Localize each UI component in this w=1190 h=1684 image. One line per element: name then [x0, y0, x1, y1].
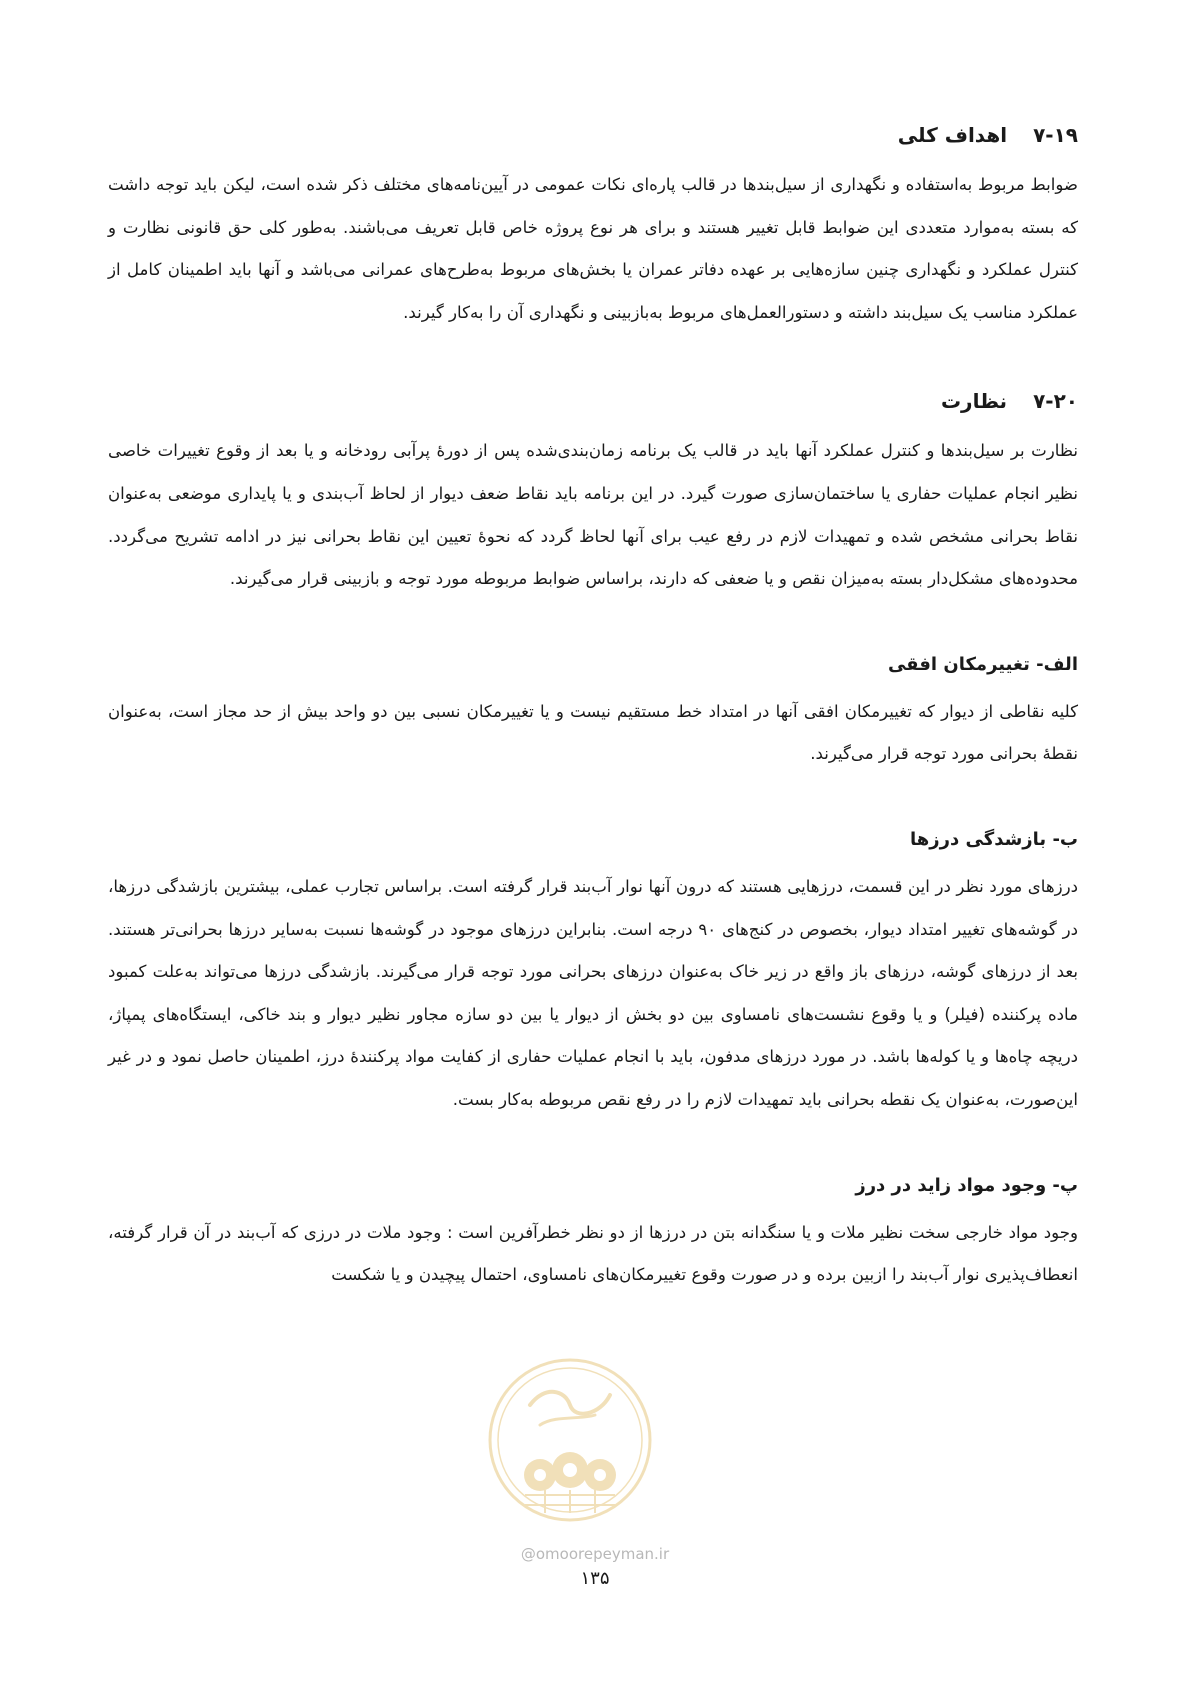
watermark-script-stroke	[540, 1415, 595, 1425]
watermark-gears	[524, 1452, 616, 1491]
subsection-paragraph: وجود مواد خارجی سخت نظیر ملات و یا سنگدانه بتن در درزها از دو نظر خطرآفرین است : وجود ملات در درزی که آب‌بند در آن قرار گرفته، انعطاف‌پذیری نوار آب‌بند را ازبین برده و در صورت وقوع تغییرمکان‌های نامساوی، احتمال پیچیدن و یا شکست	[108, 1222, 1078, 1285]
watermark-site	[0, 1545, 1190, 1563]
section-heading	[108, 378, 1078, 424]
watermark-ring	[490, 1360, 650, 1520]
subsection-paragraph: درزهای مورد نظر در این قسمت، درزهایی هستند که درون آنها نوار آب‌بند قرار گرفته است. براساس تجارب عملی، بیشترین بازشدگی درزها، در گوشه‌های تغییر امتداد دیوار، بخصوص در کنج‌های ۹۰ درجه است. بنابراین درزهای موجود در گوشه‌ها نسبت به‌سایر درزها بحرانی‌تر هستند. بعد از درزهای گوشه، درزهای باز واقع در زیر خاک به‌عنوان درزهای بحرانی مورد توجه قرار می‌گیرند. بازشدگی درزها می‌تواند به‌علت کمبود ماده پرکننده (فیلر) و یا وقوع نشست‌های نامساوی بین دو بخش از دیوار یا بین دو سازه مجاور نظیر دیوار و بند خاکی، ایستگاه‌های پمپاژ، دریچه چاه‌ها و یا کوله‌ها باشد. در مورد درزهای مدفون، باید با انجام عملیات حفاری از کفایت مواد پرکنندهٔ درز، اطمینان حاصل نمود و در غیر این‌صورت، به‌عنوان یک نقطه بحرانی باید تمهیدات لازم را در رفع نقص مربوطه به‌کار بست.	[108, 876, 1078, 1109]
section-supervision	[108, 378, 1078, 600]
section-heading	[108, 112, 1078, 158]
watermark-site-text: omoorepeyman.ir	[535, 1545, 670, 1563]
section-general-objectives	[108, 112, 1078, 334]
page-number: ۱۳۵	[580, 1568, 610, 1589]
subsection-title: ب- بازشدگی درزها	[910, 828, 1078, 850]
spacer	[108, 1122, 1078, 1164]
subsection-paragraph: کلیه نقاطی از دیوار که تغییرمکان افقی آنها در امتداد خط مستقیم نیست و یا تغییرمکان نسبی بین دو واحد بیش از حد مجاز است، به‌عنوان نقطهٔ بحرانی مورد توجه قرار می‌گیرند.	[108, 701, 1078, 764]
watermark-inner-ring	[498, 1368, 642, 1512]
subsection-horizontal-displacement	[108, 643, 1078, 776]
document-page	[108, 112, 1078, 1297]
spacer	[108, 334, 1078, 378]
subsection-debris-in-joint	[108, 1164, 1078, 1297]
subsection-title: پ- وجود مواد زاید در درز	[855, 1174, 1078, 1196]
section-title: نظارت	[940, 389, 1008, 414]
at-icon: @	[520, 1545, 536, 1563]
section-number: ۷-۱۹	[1033, 123, 1078, 147]
section-paragraph: ضوابط مربوط به‌استفاده و نگهداری از سیل‌بندها در قالب پاره‌ای نکات عمومی در آیین‌نامه‌های مختلف ذکر شده است، لیکن باید توجه داشت که بسته به‌موارد متعددی این ضوابط قابل تغییر هستند و برای هر نوع پروژه خاص قابل تعریف می‌باشند. به‌طور کلی حق قانونی نظارت و کنترل عملکرد و نگهداری چنین سازه‌هایی بر عهده دفاتر عمران یا بخش‌های مربوط به‌طرح‌های عمرانی می‌باشد و آنها باید اطمینان کامل از عملکرد مناسب یک سیل‌بند داشته و دستورالعمل‌های مربوط به‌بازبینی و نگهداری آن را به‌کار گیرند.	[108, 175, 1078, 322]
spacer	[108, 776, 1078, 818]
subsection-joint-opening	[108, 818, 1078, 1122]
watermark-logo-icon	[470, 1345, 670, 1545]
section-number: ۷-۲۰	[1033, 389, 1078, 414]
subsection-title: الف- تغییرمکان افقی	[887, 653, 1078, 675]
watermark-grid	[525, 1490, 615, 1513]
section-title: اهداف کلی	[897, 123, 1008, 147]
section-paragraph: نظارت بر سیل‌بندها و کنترل عملکرد آنها باید در قالب یک برنامه زمان‌بندی‌شده پس از دورهٔ پرآبی رودخانه و یا بعد از وقوع تغییرات خاصی نظیر انجام عملیات حفاری یا ساختمان‌سازی صورت گیرد. در این برنامه باید نقاط ضعف دیوار از لحاظ آب‌بندی و یا پایداری موضعی به‌عنوان نقاط بحرانی مشخص شده و تمهیدات لازم در رفع عیب برای آنها لحاظ گردد که نحوهٔ تعیین این نقاط بحرانی نیز در ادامه تشریح می‌گردد. محدوده‌های مشکل‌دار بسته به‌میزان نقص و یا ضعفی که دارند، براساس ضوابط مربوطه مورد توجه و بازبینی قرار می‌گیرند.	[108, 441, 1078, 589]
spacer	[108, 601, 1078, 643]
watermark-script-stroke	[530, 1392, 610, 1414]
